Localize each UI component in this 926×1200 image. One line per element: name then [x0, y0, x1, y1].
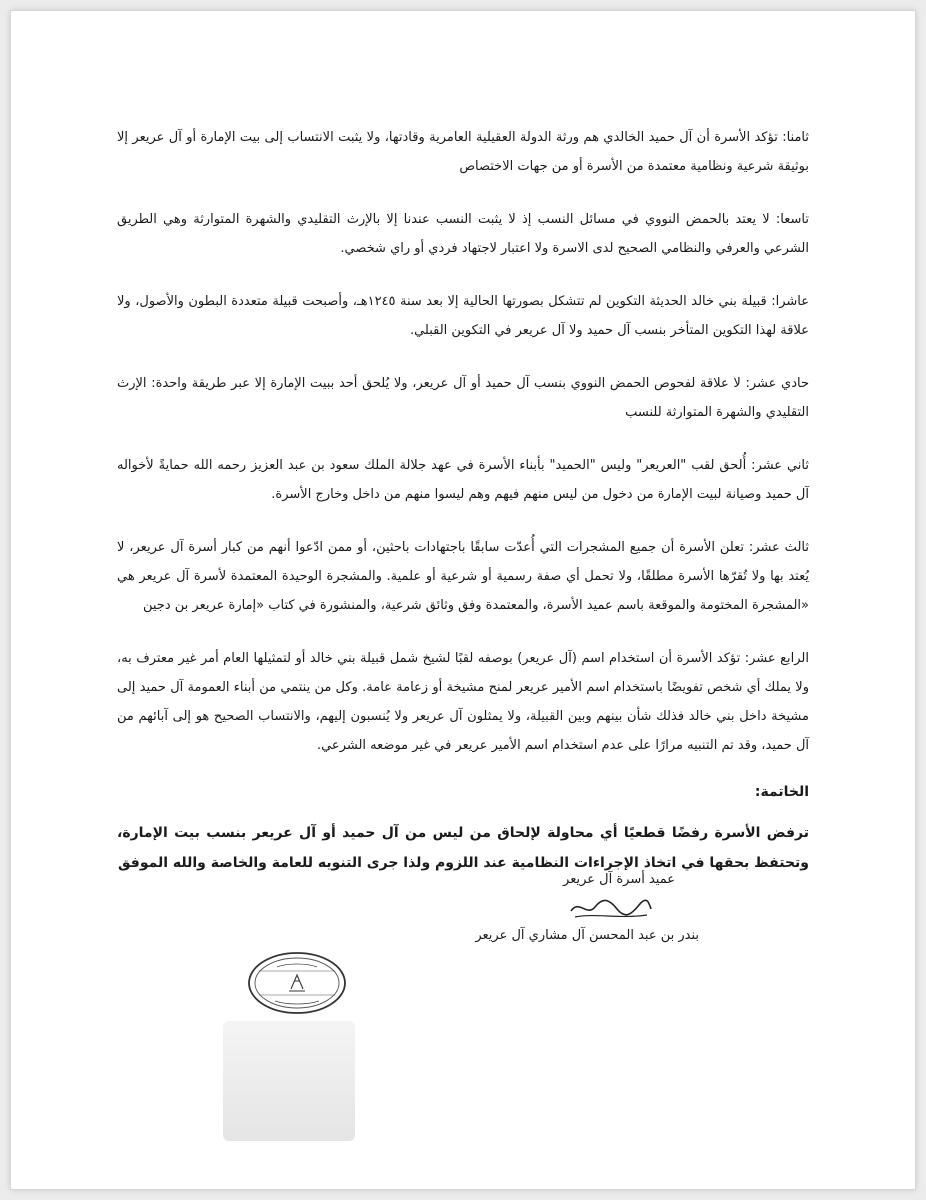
paragraph-ninth: تاسعا: لا يعتد بالحمض النووي في مسائل النسب إذ لا يثبت النسب عندنا إلا بالإرث التقليدي والشهرة المتوارثة وهي الطريق الشرعي والعرفي والنظامي الصحيح لدى الاسرة ولا اعتبار لاجتهاد فردي أو راي شخصي.: [117, 212, 809, 256]
document-page: [10, 10, 916, 1190]
closing-body: ترفض الأسرة رفضًا قطعيًا أي محاولة لإلحاق من ليس من آل حميد أو آل عريعر بنسب بيت الإمارة، وتحتفظ بحقها في اتخاذ الإجراءات النظامية عند اللزوم ولذا جرى التنويه للعامة والخاصة والله الموفق: [117, 825, 809, 871]
signature-name: بندر بن عبد المحسن آل مشاري آل عريعر: [475, 928, 699, 943]
paragraph-twelfth: ثاني عشر: أُلحق لقب "العريعر" وليس "الحميد" بأبناء الأسرة في عهد جلالة الملك سعود بن عبد العزيز رحمه الله حمايةً لأخواله آل حميد وصيانة لبيت الإمارة من دخول من ليس منهم فيهم وهم ليسوا منهم من داخل وخارج الأسرة.: [117, 458, 809, 502]
paragraph-fourteenth: الرابع عشر: تؤكد الأسرة أن استخدام اسم (آل عريعر) بوصفه لقبًا لشيخ شمل قبيلة بني خالد أو لتمثيلها العام أمر غير معترف به، ولا يملك أي شخص تفويضًا باستخدام اسم الأمير عريعر لمنح مشيخة أو زعامة عامة. وكل من ينتمي من أبناء العمومة آل حميد إلى مشيخة داخل بني خالد فذلك شأن بينهم وبين القبيلة، ولا يمثلون آل عريعر ولا يُنسبون إليهم، والانتساب الصحيح هو إلى آبائهم من آل حميد، وقد تم التنبيه مرارًا على عدم استخدام اسم الأمير عريعر في غير موضعه الشرعي.: [117, 651, 809, 753]
scan-smudge: [223, 1021, 355, 1141]
handwritten-signature: [565, 893, 655, 923]
document-body: [117, 123, 809, 878]
paragraph-eighth: ثامنا: تؤكد الأسرة أن آل حميد الخالدي هم ورثة الدولة العقيلية العامرية وقادتها، ولا يثبت الانتساب إلى بيت الإمارة أو آل عريعر إلا بوثيقة شرعية ونظامية معتمدة من الأسرة أو من جهات الاختصاص: [117, 130, 809, 174]
paragraph-thirteenth: ثالث عشر: تعلن الأسرة أن جميع المشجرات التي أُعدّت سابقًا باجتهادات باحثين، أو ممن ادّعوا أنهم من كبار أسرة آل عريعر، لا يُعتد بها ولا تُقرّها الأسرة مطلقًا، ولا تحمل أي صفة رسمية أو شرعية أو علمية. والمشجرة الوحيدة المعتمدة لأسرة آل عريعر هي «المشجرة المختومة والموقعة باسم عميد الأسرة، والمعتمدة وفق وثائق شرعية، والمنشورة في كتاب «إمارة عريعر بن دجين: [117, 540, 809, 613]
official-seal: [247, 951, 347, 1015]
paragraph-tenth: عاشرا: قبيلة بني خالد الحديثة التكوين لم تتشكل بصورتها الحالية إلا بعد سنة ١٢٤٥هـ، وأصبحت قبيلة متعددة البطون والأصول، ولا علاقة لهذا التكوين المتأخر بنسب آل حميد ولا آل عريعر في التكوين القبلي.: [117, 294, 810, 338]
closing-heading: الخاتمة:: [754, 784, 809, 800]
paragraph-eleventh: حادي عشر: لا علاقة لفحوص الحمض النووي بنسب آل حميد أو آل عريعر، ولا يُلحق أحد ببيت الإمارة إلا عبر طريقة واحدة: الإرث التقليدي والشهرة المتوارثة للنسب: [117, 376, 809, 420]
signature-block: [459, 869, 699, 947]
signature-title: عميد أسرة آل عريعر: [563, 872, 675, 887]
